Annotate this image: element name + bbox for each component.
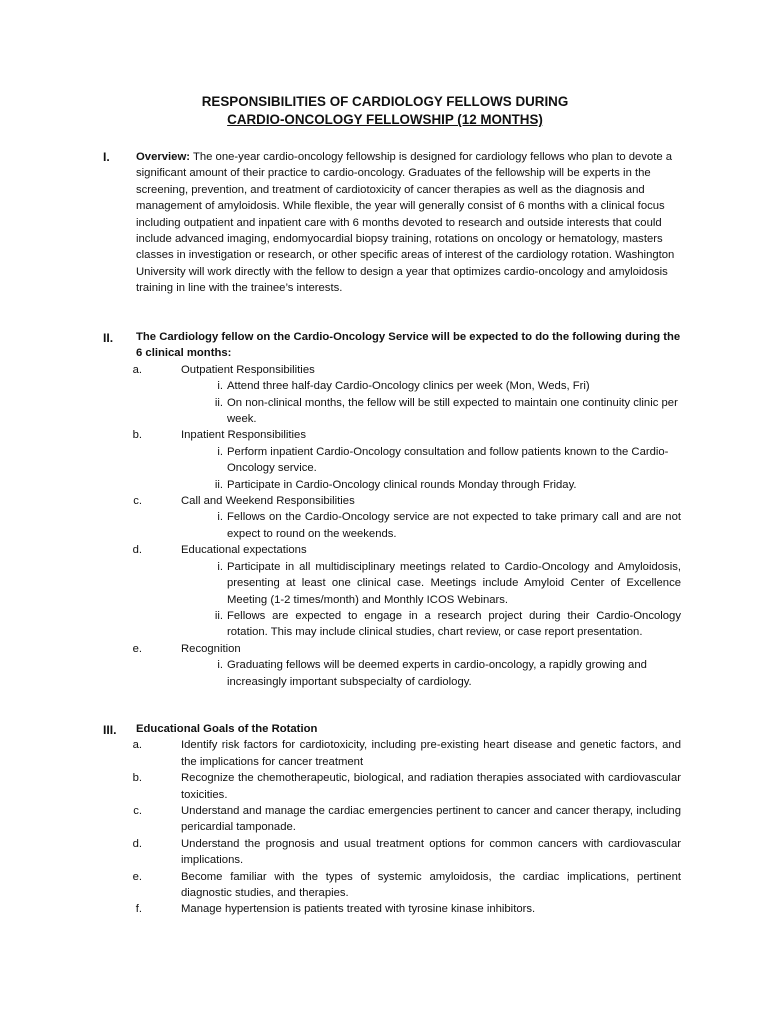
list-item-label: d. [132, 837, 142, 850]
sub-list-item-label: i. [217, 445, 223, 458]
sub-list-item-text: Graduating fellows will be deemed experts in cardio-oncology, a rapidly growing and increasingly important subspecialty of cardiology. [227, 659, 647, 688]
list-item-label: f. [135, 903, 142, 916]
list-item-text: Identify risk factors for cardiotoxicity, including pre-existing heart disease and genetic factors, and the implications for cancer treatment [181, 739, 681, 768]
list-item-label: e. [132, 870, 142, 883]
list-item [132, 427, 681, 443]
section-numeral: I. [103, 150, 110, 164]
sub-list-item [136, 559, 681, 608]
page-title-line-1: RESPONSIBILITIES OF CARDIOLOGY FELLOWS DURING [201, 94, 569, 109]
sub-list-item-label: ii. [214, 396, 223, 409]
list-item-text: Inpatient Responsibilities [181, 429, 306, 442]
section-numeral: II. [103, 331, 114, 345]
list-item-label: e. [132, 642, 142, 655]
sub-list-item [136, 477, 681, 493]
list-item-text: Become familiar with the types of systemic amyloidosis, the cardiac implications, pertinent diagnostic studies, and therapies. [181, 870, 681, 900]
section-heading: Educational Goals of the Rotation [136, 723, 318, 735]
list-item-text: Understand and manage the cardiac emergencies pertinent to cancer and cancer therapy, including pericardial tamponade. [181, 805, 681, 834]
list-item-label: c. [133, 495, 142, 508]
section-body [132, 329, 681, 690]
sub-list-item [136, 378, 681, 394]
list-item-label: a. [132, 739, 142, 752]
list-item [132, 362, 681, 378]
sub-list-item-label: i. [217, 560, 223, 573]
sub-list-item-text: On non-clinical months, the fellow will be still expected to maintain one continuity clinic per week. [227, 396, 678, 426]
sub-list-item-text: Perform inpatient Cardio-Oncology consultation and follow patients known to the Cardio-Oncology service. [227, 445, 669, 475]
list-item [132, 869, 681, 902]
list-item [132, 770, 681, 803]
section-heading: Overview: [136, 151, 191, 163]
sub-list-item [136, 444, 681, 477]
list-item [136, 901, 681, 917]
list-item-text: Recognize the chemotherapeutic, biological, and radiation therapies associated with cardiovascular toxicities. [181, 772, 681, 801]
list-item-text: Understand the prognosis and usual treatment options for common cancers with cardiovascular implications. [181, 837, 681, 867]
list-item-label: c. [133, 805, 142, 818]
list-item-text: Manage hypertension is patients treated with tyrosine kinase inhibitors. [181, 903, 536, 916]
list-item-text: Educational expectations [181, 544, 307, 557]
list-item-label: b. [132, 772, 142, 785]
list-item [133, 493, 681, 509]
section-body [132, 721, 681, 918]
sub-list-item [136, 509, 681, 542]
page-title-line-2: CARDIO-ONCOLOGY FELLOWSHIP (12 MONTHS) [227, 112, 543, 127]
section-body [136, 149, 681, 297]
sub-list-item-text: Fellows are expected to engage in a research project during their Cardio-Oncology rotation. This may include clinical studies, chart review, or case report presentation. [227, 609, 681, 639]
sub-list-item-text: Attend three half-day Cardio-Oncology clinics per week (Mon, Weds, Fri) [227, 380, 590, 393]
sub-list-item [136, 657, 681, 690]
list-item-label: b. [132, 429, 142, 442]
list-item-text: Recognition [181, 642, 241, 655]
list-item-text: Call and Weekend Responsibilities [181, 495, 355, 508]
list-item-label: a. [132, 363, 142, 376]
sub-list-item-label: i. [217, 511, 223, 524]
sub-list-item-label: ii. [214, 478, 223, 491]
list-item-text: Outpatient Responsibilities [181, 363, 315, 376]
sub-list-item-label: i. [217, 380, 223, 393]
sub-list-item-text: Participate in all multidisciplinary meetings related to Cardio-Oncology and Amyloidosis, presenting at least one clinical case. Meetings include Amyloid Center of Excellence Meeting (1-2 times/month) and Monthly ICOS Webinars. [227, 560, 681, 606]
list-item-label: d. [132, 544, 142, 557]
section-numeral: III. [103, 723, 117, 737]
section-heading: The Cardiology fellow on the Cardio-Oncology Service will be expected to do the following during the 6 clinical months: [136, 331, 681, 360]
sub-list-item [136, 395, 681, 428]
list-item [132, 737, 681, 770]
sub-list-item-text: Participate in Cardio-Oncology clinical rounds Monday through Friday. [227, 478, 577, 491]
sub-list-item-text: Fellows on the Cardio-Oncology service are not expected to take primary call and are not expect to round on the weekends. [227, 511, 681, 540]
list-item [132, 641, 681, 657]
list-item [132, 836, 681, 869]
sub-list-item [136, 608, 681, 641]
list-item [132, 542, 681, 558]
overview-text: The one-year cardio-oncology fellowship is designed for cardiology fellows who plan to devote a significant amount of their practice to cardio-oncology. Graduates of the fellowship will be experts in the screening, prevention, and treatment of cardiotoxicity of cancer therapies as well as the diagnosis and management of amyloidosis. While flexible, the year will generally consist of 6 months with a clinical focus including outpatient and inpatient care with 6 months devoted to research and outside interests that could include advanced imaging, endomyocardial biopsy training, rotations on oncology or hematology, masters classes in investigation or research, or other specific areas of interest of the cardiology rotation. Washington University will work directly with the fellow to design a year that optimizes cardio-oncology and amyloidosis training in line with the trainee’s interests. [136, 151, 675, 295]
sub-list-item-label: ii. [214, 609, 223, 622]
sub-list-item-label: i. [217, 659, 223, 672]
list-item [133, 803, 681, 836]
